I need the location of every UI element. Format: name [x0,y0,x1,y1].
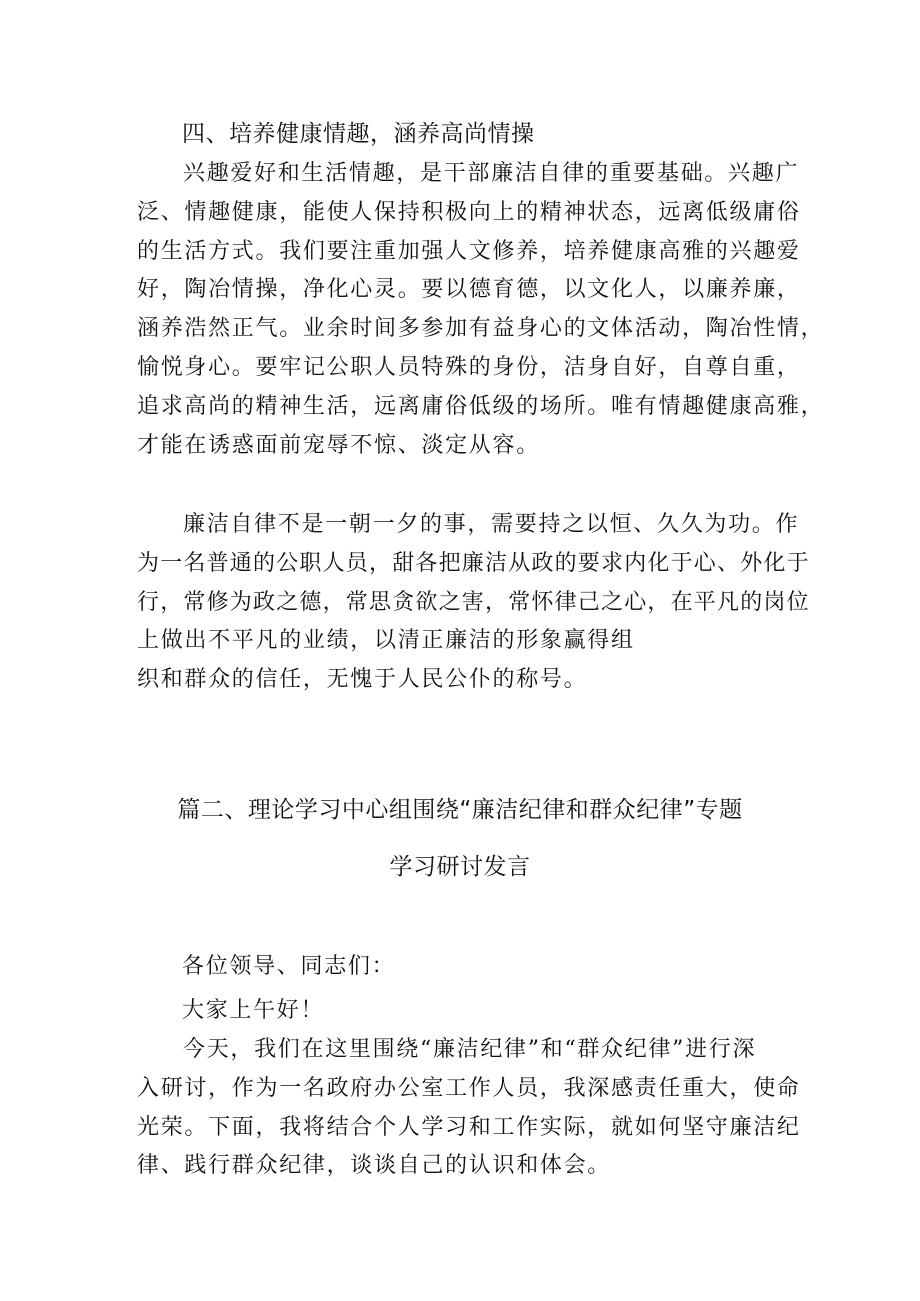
paragraph-line: 律、践行群众纪律，谈谈自己的认识和体会。 [137,1153,612,1179]
paragraph-line: 的生活方式。我们要注重加强人文修养，培养健康高雅的兴趣爱 [137,238,801,264]
paragraph-line: 今天，我们在这里围绕“廉洁纪律”和“群众纪律”进行深 [183,1037,757,1062]
paragraph-line: 才能在诱惑面前宠辱不惊、淡定从容。 [137,432,540,458]
paragraph-line: 行，常修为政之德，常思贪欲之害，常怀律己之心，在平凡的岗位 [137,589,810,615]
greeting: 大家上午好！ [182,998,325,1023]
article-title-line-2: 学习研讨发言 [389,854,531,880]
paragraph-line: 兴趣爱好和生活情趣，是干部廉洁自律的重要基础。兴趣广 [183,161,800,186]
paragraph-line: 廉洁自律不是一朝一夕的事，需要持之以恒、久久为功。作 [183,512,800,537]
paragraph-line: 泛、情趣健康，能使人保持积极向上的精神状态，远离低级庸俗 [137,199,801,225]
paragraph-line: 织和群众的信任，无愧于人民公仆的称号。 [137,667,588,693]
paragraph-line: 涵养浩然正气。业余时间多参加有益身心的文体活动，陶冶性情， [137,316,825,342]
section-heading: 四、培养健康情趣，涵养高尚情操 [182,121,535,147]
paragraph-line: 上做出不平凡的业绩，以清正廉洁的形象赢得组 [137,628,635,654]
paragraph-line: 光荣。下面，我将结合个人学习和工作实际，就如何坚守廉洁纪 [137,1114,801,1140]
paragraph-line: 入研讨，作为一名政府办公室工作人员，我深感责任重大，使命 [137,1075,801,1101]
paragraph-interests [137,155,825,465]
paragraph-line: 好，陶冶情操，净化心灵。要以德育德，以文化人，以廉养廉， [137,277,801,303]
paragraph-line: 愉悦身心。要牢记公职人员特殊的身份，洁身自好，自尊自重， [137,354,801,380]
article-title-line-1: 篇二、理论学习中心组围绕“廉洁纪律和群众纪律”专题 [177,797,743,823]
paragraph-line: 为一名普通的公职人员，甜各把廉洁从政的要求内化于心、外化于 [137,550,810,576]
paragraph-line: 追求高尚的精神生活，远离庸俗低级的场所。唯有情趣健康高雅， [137,393,825,419]
paragraph-conclusion [137,506,810,700]
salutation: 各位领导、同志们： [182,954,396,979]
paragraph-intro [137,1031,801,1186]
